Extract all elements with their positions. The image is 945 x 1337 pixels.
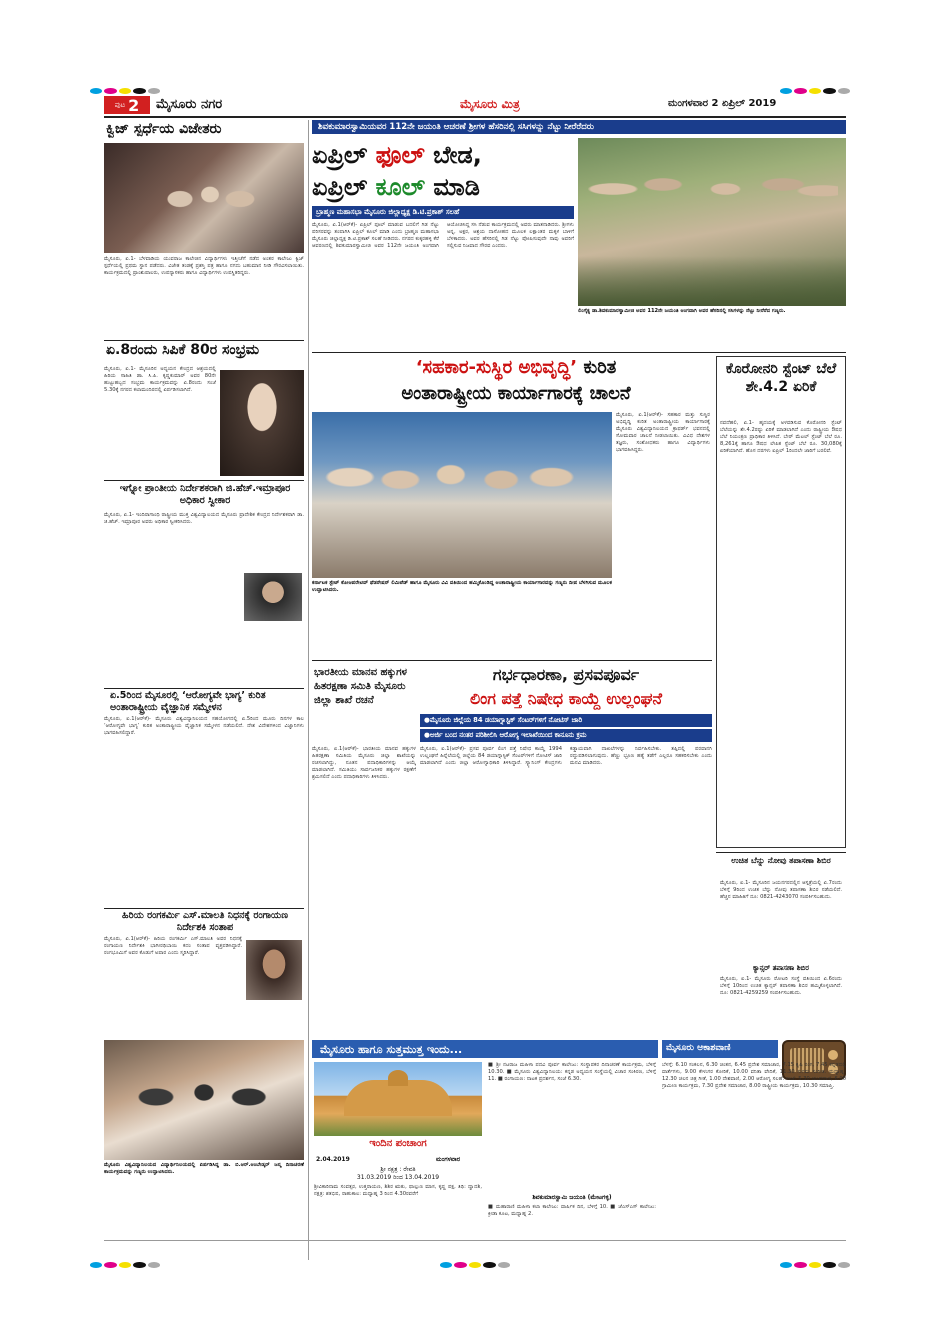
radio-title: ಮೈಸೂರು ಆಕಾಶವಾಣಿ (662, 1040, 778, 1058)
mysore-palace-image (314, 1062, 482, 1136)
registration-marks-top-right (780, 88, 850, 94)
story5-headline: ಹಿರಿಯ ರಂಗಕರ್ಮಿ ಎಸ್.ಮಾಲತಿ ನಿಧನಕ್ಕೆ ರಂಗಾಯಣ ನಿರ್ದೇಶಕಿ ಸಂತಾಪ (122, 910, 288, 933)
second-body-cont (312, 612, 710, 656)
cpk-portrait (220, 370, 304, 476)
lead-body: ಮೈಸೂರು, ಏ.1(ಆರ್‌ಕೆ)- ಏಪ್ರಿಲ್ ಫೂಲ್ ಮಾಡುವ ಬದಲಿಗೆ ಗಿಡ ನೆಟ್ಟು ಪರಿಸರವನ್ನು ತಂಪಾಗಿಸಿ ಏಪ್ರಿಲ್ ಕೂಲ್ ಮಾಡಿ ಎಂದು ಬ್ರಾಹ್ಮಣ ಮಹಾಸಭಾ ಮೈಸೂರು ಜಿಲ್ಲಾಧ್ಯಕ್ಷ ಡಿ.ಟಿ.ಪ್ರಕಾಶ್ ಸಲಹೆ ನೀಡಿದರು. ನಗರದ ಕುಕ್ಕರಹಳ್ಳಿ ಕೆರೆ ಆವರಣದಲ್ಲಿ ಶಿವಕುಮಾರಸ್ವಾಮೀಜಿ ಅವರ 112ನೇ ಜಯಂತಿ ಅಂಗವಾಗಿ ಆಯೋಜಿಸಿದ್ದ ಸಸಿ ನೆಡುವ ಕಾರ್ಯಕ್ರಮದಲ್ಲಿ ಅವರು ಮಾತನಾಡಿದರು. ಶ್ರೀಗಳು ಅನ್ನ, ಅಕ್ಷರ, ಆಶ್ರಯ ದಾಸೋಹದ ಮೂಲಕ ಲಕ್ಷಾಂತರ ಮಕ್ಕಳ ಬಾಳಿಗೆ ಬೆಳಕಾದರು. ಅವರ ಹೆಸರಿನಲ್ಲಿ ಗಿಡ ನೆಟ್ಟು ಪೋಷಿಸುವುದೇ ನಾವು ಅವರಿಗೆ ಸಲ್ಲಿಸುವ ನಿಜವಾದ ಗೌರವ ಎಂದರು. (312, 222, 574, 249)
lead-subhead: ಬ್ರಾಹ್ಮಣ ಮಹಾಸಭಾ ಮೈಸೂರು ಜಿಲ್ಲಾಧ್ಯಕ್ಷ ಡಿ.ಟಿ.ಪ್ರಕಾಶ್ ಸಲಹೆ (312, 206, 574, 219)
bottom-rule (104, 1240, 846, 1241)
registration-marks-bottom-right (780, 1262, 850, 1268)
lead-h2-c: ಮಾಡಿ (433, 173, 480, 201)
story4-body: ಮೈಸೂರು, ಏ.1(ಆರ್‌ಕೆ)- ಮೈಸೂರು ವಿಶ್ವವಿದ್ಯಾನಿಲಯದ ಸಹಯೋಗದಲ್ಲಿ ಏ.5ರಿಂದ ಮೂರು ದಿನಗಳ ಕಾಲ ‘ಆರೋಗ್ಯವೇ ಭಾಗ್ಯ’ ಕುರಿತ ಅಂತಾರಾಷ್ಟ್ರೀಯ ವೈಜ್ಞಾನಿಕ ಸಮ್ಮೇಳನ ನಡೆಯಲಿದೆ. ದೇಶ ವಿದೇಶಗಳಿಂದ ವಿಜ್ಞಾನಿಗಳು ಭಾಗವಹಿಸಲಿದ್ದಾರೆ. (104, 716, 304, 736)
workshop-inauguration-photo (312, 412, 612, 578)
story4-headline: ಏ.5ರಿಂದ ಮೈಸೂರಲ್ಲಿ ‘ಆರೋಗ್ಯವೇ ಭಾಗ್ಯ’ ಕುರಿತ ಅಂತಾರಾಷ್ಟ್ರೀಯ ವೈಜ್ಞಾನಿಕ ಸಮ್ಮೇಳನ (110, 690, 266, 713)
backpain-body: ಮೈಸೂರು, ಏ.1- ಮೈಸೂರಿನ ಜಯನಗರದಲ್ಲಿನ ಆಸ್ಪತ್ರೆಯಲ್ಲಿ ಏ.7ರಂದು ಬೆಳಿಗ್ಗೆ 9ರಿಂದ ಉಚಿತ ಬೆನ್ನು ನೋವು ತಪಾಸಣಾ ಶಿಬಿರ ನಡೆಯಲಿದೆ. ಹೆಚ್ಚಿನ ಮಾಹಿತಿಗೆ ದೂ: 0821-4243070 ಸಂಪರ್ಕಿಸಬಹುದು. (720, 880, 842, 900)
section-title: ಮೈಸೂರು ನಗರ (156, 97, 223, 112)
col1-divider (308, 120, 309, 1260)
sapling-planting-photo (578, 138, 846, 306)
radio-body: ಬೆಳಗ್ಗೆ: 6.10 ಸಂಕಲನ, 6.30 ಚಿಂತನ, 6.45 ಪ್ರದೇಶ ಸಮಾಚಾರ, 7.15 ಕೃಷಿ ರಂಗ, 7.45 ಕನ್ನಡದಲ್ಲಿ ವಾರ್ತೆಗಳು, 9.00 ಕೇಳುಗರ ಕೋರಿಕೆ, 10.00 ವನಿತಾ ವೇದಿಕೆ, 11.30 ಸುಗಮ ಸಂಗೀತ. ಮಧ್ಯಾಹ್ನ: 12.30 ಚಲನ ಚಿತ್ರ ಗೀತೆ, 1.00 ದೇಶವಾಣಿ, 2.00 ಆರೋಗ್ಯ ಸಲಹೆ. ಸಂಜೆ: 5.30 ಯುವವಾಣಿ, 6.00 ಗ್ರಾಮೀಣ ಕಾರ್ಯಕ್ರಮ, 7.30 ಪ್ರದೇಶ ಸಮಾಚಾರ, 8.00 ರಾಷ್ಟ್ರೀಯ ಕಾರ್ಯಕ್ರಮ, 10.30 ಸಮಾಪ್ತಿ. (662, 1062, 846, 1089)
events-head: ಶಿವಕುಮಾರಸ್ವಾಮಿ ಜಯಂತಿ (ಮೇಟಗಳ್ಳಿ) (532, 1194, 612, 1201)
second-h1-a: ‘ಸಹಕಾರ-ಸುಸ್ಥಿರ ಅಭಿವೃದ್ಧಿ’ (415, 357, 578, 378)
right-rule1 (716, 852, 846, 853)
lead-h2-a: ಏಪ್ರಿಲ್ (312, 173, 368, 201)
col1-rule2 (104, 480, 304, 481)
masthead-rule (104, 116, 846, 118)
story1-body: ಮೈಸೂರು, ಏ.1- ಬೆಳವಾಡಿಯ ಯುವರಾಜ ಕಾಲೇಜಿನ ವಿದ್ಯಾರ್ಥಿಗಳು ಇತ್ತೀಚೆಗೆ ನಡೆದ ಅಂತರ ಕಾಲೇಜು ಕ್ವಿಜ್ ಸ್ಪರ್ಧೆಯಲ್ಲಿ ಪ್ರಥಮ ಸ್ಥಾನ ಪಡೆದರು. ವಿಜೇತ ತಂಡಕ್ಕೆ ಪ್ರಶಸ್ತಿ ಪತ್ರ ಹಾಗೂ ನಗದು ಬಹುಮಾನ ನೀಡಿ ಗೌರವಿಸಲಾಯಿತು. ಕಾರ್ಯಕ್ರಮದಲ್ಲಿ ಪ್ರಾಂಶುಪಾಲರು, ಉಪನ್ಯಾಸಕರು ಹಾಗೂ ವಿದ್ಯಾರ್ಥಿಗಳು ಉಪಸ್ಥಿತರಿದ್ದರು. (104, 256, 304, 276)
ambedkar-event-photo (104, 1040, 304, 1160)
second-body: ಮೈಸೂರು, ಏ.1(ಆರ್‌ಕೆ)- ಸಹಕಾರ ಮತ್ತು ಸುಸ್ಥಿರ ಅಭಿವೃದ್ಧಿ ಕುರಿತ ಅಂತಾರಾಷ್ಟ್ರೀಯ ಕಾರ್ಯಾಗಾರಕ್ಕೆ ಮೈಸೂರು ವಿಶ್ವವಿದ್ಯಾನಿಲಯದ ಕ್ರಾಫರ್ಡ್ ಭವನದಲ್ಲಿ ಸೋಮವಾರ ಚಾಲನೆ ನೀಡಲಾಯಿತು. ವಿವಿಧ ದೇಶಗಳ ತಜ್ಞರು, ಸಂಶೋಧಕರು ಹಾಗೂ ವಿದ್ಯಾರ್ಥಿಗಳು ಭಾಗವಹಿಸಿದ್ದರು. (616, 412, 710, 453)
second-headline-line2: ಅಂತಾರಾಷ್ಟ್ರೀಯ ಕಾರ್ಯಾಗಾರಕ್ಕೆ ಚಾಲನೆ (401, 383, 631, 404)
imrapoor-portrait (244, 573, 302, 621)
lead-h1-b: ಫೂಲ್ (375, 141, 425, 169)
lead-body-cont (578, 334, 846, 352)
third-body: ಮೈಸೂರು, ಏ.1(ಆರ್‌ಕೆ)- ಪ್ರಸವ ಪೂರ್ವ ಲಿಂಗ ಪತ್ತೆ ನಿಷೇಧ ಕಾಯ್ದೆ 1994 ಉಲ್ಲಂಘನೆ ಹಿನ್ನೆಲೆಯಲ್ಲಿ ಜಿಲ್ಲೆಯ 84 ಡಯಾಗ್ನಾಸ್ಟಿಕ್ ಸೆಂಟರ್‌ಗಳಿಗೆ ನೋಟಿಸ್ ಜಾರಿ ಮಾಡಲಾಗಿದೆ ಎಂದು ಜಿಲ್ಲಾ ಆರೋಗ್ಯಾಧಿಕಾರಿ ತಿಳಿಸಿದ್ದಾರೆ. ಸ್ಕ್ಯಾನಿಂಗ್ ಕೇಂದ್ರಗಳು ಕಡ್ಡಾಯವಾಗಿ ದಾಖಲೆಗಳನ್ನು ನಿರ್ವಹಿಸಬೇಕು. ತಪ್ಪಿದಲ್ಲಿ ಪರವಾನಗಿ ರದ್ದುಪಡಿಸಲಾಗುವುದು. ಹೆಣ್ಣು ಭ್ರೂಣ ಹತ್ಯೆ ತಡೆಗೆ ಎಲ್ಲರೂ ಸಹಕರಿಸಬೇಕು ಎಂದು ಮನವಿ ಮಾಡಿದರು. (420, 746, 712, 766)
events-body: ■ ಶ್ರೀ ನಟರಾಜ ಮಹಿಳಾ ಪದವಿ ಪೂರ್ವ ಕಾಲೇಜು: ಸಂಸ್ಥಾಪಕರ ದಿನಾಚರಣೆ ಕಾರ್ಯಕ್ರಮ, ಬೆಳಿಗ್ಗೆ 10.30. ■ ಮೈಸೂರು ವಿಶ್ವವಿದ್ಯಾನಿಲಯ: ಕನ್ನಡ ಅಧ್ಯಯನ ಸಂಸ್ಥೆಯಲ್ಲಿ ವಿಚಾರ ಸಂಕಿರಣ, ಬೆಳಿಗ್ಗೆ 11. ■ ರಂಗಾಯಣ: ನಾಟಕ ಪ್ರದರ್ಶನ, ಸಂಜೆ 6.30. (488, 1062, 656, 1082)
panchanga-body: ಶ್ರೀವಿಕಾರಿನಾಮ ಸಂವತ್ಸರ, ಉತ್ತರಾಯಣ, ಶಿಶಿರ ಋತು, ಫಾಲ್ಗುಣ ಮಾಸ, ಕೃಷ್ಣ ಪಕ್ಷ, ತಿಥಿ: ದ್ವಾದಶಿ, ನಕ್ಷತ್ರ: ಶತಭಿಷ, ರಾಹುಕಾಲ: ಮಧ್ಯಾಹ್ನ 3 ರಿಂದ 4.30ರವರೆಗೆ (314, 1184, 482, 1197)
panchanga-date: 2.04.2019 (316, 1156, 350, 1163)
lead-caption: ಲಿಂಗೈಕ್ಯ ಡಾ.ಶಿವಕುಮಾರಸ್ವಾಮೀಜಿ ಅವರ 112ನೇ ಜಯಂತಿ ಅಂಗವಾಗಿ ಅವರ ಹೆಸರಿನಲ್ಲಿ ಸಸಿಗಳನ್ನು ನೆಟ್ಟು ನೀರೆರೆದ ಗಣ್ಯರು. (578, 308, 786, 314)
page-label: ಪುಟ (114, 100, 126, 109)
col1-rule1 (104, 340, 304, 341)
registration-marks-bottom-center (440, 1262, 510, 1268)
registration-marks-bottom-left (90, 1262, 160, 1268)
panchanga-range: 31.03.2019 ರಿಂದ 13.04.2019 (356, 1174, 440, 1181)
lead-h2-b: ಕೂಲ್ (375, 173, 426, 201)
humanrights-headline: ಭಾರತೀಯ ಮಾನವ ಹಕ್ಕುಗಳ ಹಿತರಕ್ಷಣಾ ಸಮಿತಿ ಮೈಸೂರು ಜಿಲ್ಲಾ ಶಾಖೆ ರಚನೆ (314, 667, 407, 706)
humanrights-body: ಮೈಸೂರು, ಏ.1(ಆರ್‌ಕೆ)- ಭಾರತೀಯ ಮಾನವ ಹಕ್ಕುಗಳ ಹಿತರಕ್ಷಣಾ ಸಮಿತಿಯ ಮೈಸೂರು ಜಿಲ್ಲಾ ಶಾಖೆಯನ್ನು ರಚಿಸಲಾಗಿದ್ದು, ನೂತನ ಪದಾಧಿಕಾರಿಗಳನ್ನು ಆಯ್ಕೆ ಮಾಡಲಾಗಿದೆ. ಸಮಿತಿಯು ಸಾರ್ವಜನಿಕರ ಹಕ್ಕುಗಳ ರಕ್ಷಣೆಗೆ ಶ್ರಮಿಸಲಿದೆ ಎಂದು ಪದಾಧಿಕಾರಿಗಳು ತಿಳಿಸಿದರು. (312, 746, 416, 780)
paper-name: ಮೈಸೂರು ಮಿತ್ರ (460, 97, 520, 111)
cancer-headline: ಕ್ಯಾನ್ಸರ್ ತಪಾಸಣಾ ಶಿಬಿರ (753, 964, 809, 972)
masthead-date: ಮಂಗಳವಾರ 2 ಏಪ್ರಿಲ್ 2019 (668, 98, 777, 109)
lead-h1-a: ಏಪ್ರಿಲ್ (312, 141, 368, 169)
story3-headline: ಇಗ್ನೋ ಪ್ರಾಂತೀಯ ನಿರ್ದೇಶಕರಾಗಿ ಜಿ.ಹೆಚ್.ಇಮ್ರಾಪೂರ ಅಧಿಕಾರ ಸ್ವೀಕಾರ (119, 483, 291, 506)
malathi-portrait (246, 940, 302, 1000)
cancer-body: ಮೈಸೂರು, ಏ.1- ಮೈಸೂರು ರೋಟರಿ ಸಂಸ್ಥೆ ವತಿಯಿಂದ ಏ.6ರಂದು ಬೆಳಿಗ್ಗೆ 10ರಿಂದ ಉಚಿತ ಕ್ಯಾನ್ಸರ್ ತಪಾಸಣಾ ಶಿಬಿರ ಹಮ್ಮಿಕೊಳ್ಳಲಾಗಿದೆ. ದೂ: 0821-4259259 ಸಂಪರ್ಕಿಸಬಹುದು. (720, 976, 842, 996)
quiz-winners-photo (104, 143, 304, 253)
panchanga-title: ಇಂದಿನ ಪಂಚಾಂಗ (369, 1138, 427, 1149)
col1-rule4 (104, 908, 304, 909)
story2-body: ಮೈಸೂರು, ಏ.1- ಮೈಸೂರಿನ ಅಧ್ಯಯನ ಕೇಂದ್ರದ ಆಶ್ರಯದಲ್ಲಿ ಹಿರಿಯ ಸಾಹಿತಿ ಡಾ. ಸಿ.ಪಿ. ಕೃಷ್ಣಕುಮಾರ್ ಅವರ 80ನೇ ಹುಟ್ಟುಹಬ್ಬದ ಸಂಭ್ರಮ ಕಾರ್ಯಕ್ರಮವನ್ನು ಏ.8ರಂದು ಸಂಜೆ 5.30ಕ್ಕೆ ನಗರದ ಕಲಾಮಂದಿರದಲ್ಲಿ ಏರ್ಪಡಿಸಲಾಗಿದೆ. (104, 366, 216, 393)
registration-marks-top-left (90, 88, 160, 94)
backpain-headline: ಉಚಿತ ಬೆನ್ನು ನೋವು ತಪಾಸಣಾ ಶಿಬಿರ (731, 856, 831, 865)
lead-bottom-rule (312, 352, 846, 353)
lead-headline-line2 (312, 172, 572, 202)
panchanga-day: ಮಂಗಳವಾರ (436, 1156, 461, 1163)
story5-body: ಮೈಸೂರು, ಏ.1(ಆರ್‌ಕೆ)- ಹಿರಿಯ ರಂಗಕರ್ಮಿ ಎಸ್.ಮಾಲತಿ ಅವರ ನಿಧನಕ್ಕೆ ರಂಗಾಯಣ ನಿರ್ದೇಶಕಿ ಭಾಗೀರಥಿಬಾಯಿ ಕದಂ ಸಂತಾಪ ವ್ಯಕ್ತಪಡಿಸಿದ್ದಾರೆ. ರಂಗಭೂಮಿಗೆ ಅವರ ಕೊಡುಗೆ ಅಪಾರ ಎಂದು ಸ್ಮರಿಸಿದ್ದಾರೆ. (104, 936, 242, 956)
story2-headline: ಏ.8ರಂದು ಸಿಪಿಕೆ 80ರ ಸಂಭ್ರಮ (106, 342, 260, 358)
panchanga-nakshatra: ಶ್ರೀ ನಕ್ಷತ್ರ : ರೇವತಿ (380, 1166, 416, 1173)
story3-body: ಮೈಸೂರು, ಏ.1- ಇಂದಿರಾಗಾಂಧಿ ರಾಷ್ಟ್ರೀಯ ಮುಕ್ತ ವಿಶ್ವವಿದ್ಯಾಲಯದ ಮೈಸೂರು ಪ್ರಾದೇಶಿಕ ಕೇಂದ್ರದ ನಿರ್ದೇಶಕರಾಗಿ ಡಾ. ಜಿ.ಹೆಚ್. ಇಮ್ರಾಪೂರ ಅವರು ಅಧಿಕಾರ ಸ್ವೀಕರಿಸಿದರು. (104, 512, 304, 525)
story1-headline: ಕ್ವಿಜ್ ಸ್ಪರ್ಧೆಯ ವಿಜೇತರು (106, 121, 222, 137)
second-caption: ಕರ್ನಾಟಕ ಸ್ಟೇಟ್ ಕೋಆಪರೇಟಿವ್ ಫೆಡರೇಷನ್ ಲಿಮಿಟೆಡ್ ಹಾಗೂ ಮೈಸೂರು ವಿವಿ ವತಿಯಿಂದ ಹಮ್ಮಿಕೊಂಡಿದ್ದ ಅಂತಾರಾಷ್ಟ್ರೀಯ ಕಾರ್ಯಾಗಾರವನ್ನು ಗಣ್ಯರು ದೀಪ ಬೆಳಗಿಸುವ ಮೂಲಕ ಉದ್ಘಾಟಿಸಿದರು. (312, 580, 612, 593)
third-bullet2: ●ಅರ್ಜಿ ಬಂದ ನಂತರ ಪರಿಶೀಲಿಸಿ ಆರೋಗ್ಯ ಇಲಾಖೆಯಿಂದ ಕಾನೂನು ಕ್ರಮ (420, 729, 712, 742)
stent-headline: ಕೊರೋನರಿ ಸ್ಟೆಂಟ್ ಬೆಲೆ ಶೇ.4.2 ಏರಿಕೆ (725, 361, 837, 395)
third-headline-line2: ಲಿಂಗ ಪತ್ತೆ ನಿಷೇಧ ಕಾಯ್ದೆ ಉಲ್ಲಂಘನೆ (469, 689, 663, 708)
stent-body: ನವದೆಹಲಿ, ಏ.1- ಹೃದಯಕ್ಕೆ ಅಳವಡಿಸುವ ಕೊರೋನರಿ ಸ್ಟೆಂಟ್ ಬೆಲೆಯನ್ನು ಶೇ.4.2ರಷ್ಟು ಏರಿಕೆ ಮಾಡಲಾಗಿದೆ ಎಂದು ರಾಷ್ಟ್ರೀಯ ಔಷಧ ಬೆಲೆ ನಿಯಂತ್ರಣ ಪ್ರಾಧಿಕಾರ ತಿಳಿಸಿದೆ. ಬೇರ್ ಮೆಟಲ್ ಸ್ಟೆಂಟ್ ಬೆಲೆ ರೂ. 8,261ಕ್ಕೆ ಹಾಗೂ ಔಷಧ ಲೇಪಿತ ಸ್ಟೆಂಟ್ ಬೆಲೆ ರೂ. 30,080ಕ್ಕೆ ಏರಿಕೆಯಾಗಿದೆ. ಹೊಸ ದರಗಳು ಏಪ್ರಿಲ್ 1ರಿಂದಲೇ ಜಾರಿಗೆ ಬರಲಿವೆ. (720, 420, 842, 454)
bottom-banner: ಮೈಸೂರು ಹಾಗೂ ಸುತ್ತಮುತ್ತ ಇಂದು... (312, 1040, 658, 1058)
page-number: 2 (128, 95, 140, 115)
third-headline-line1: ಗರ್ಭಧಾರಣಾ, ಪ್ರಸವಪೂರ್ವ (492, 665, 640, 684)
lead-h1-c: ಬೇಡ, (433, 141, 482, 169)
mid-rule (312, 660, 712, 661)
events-body2: ■ ಮಹಾರಾಣಿ ಮಹಿಳಾ ಕಲಾ ಕಾಲೇಜು: ವಾರ್ಷಿಕ ದಿನ, ಬೆಳಿಗ್ಗೆ 10. ■ ಜೆಎಸ್‌ಎಸ್ ಕಾಲೇಜು: ಕ್ರೀಡಾ ಕೂಟ, ಮಧ್ಯಾಹ್ನ 2. (488, 1204, 656, 1217)
second-h1-b: ಕುರಿತ (583, 357, 617, 378)
second-headline-line1 (316, 356, 716, 380)
lead-headline-line1 (312, 140, 572, 170)
col1-rule3 (104, 688, 304, 689)
ambedkar-caption: ಮೈಸೂರು ವಿಶ್ವವಿದ್ಯಾನಿಲಯದ ವಿದ್ಯಾರ್ಥಿನಿಲಯದಲ್ಲಿ ಏರ್ಪಡಿಸಿದ್ದ ಡಾ. ಬಿ.ಆರ್.ಅಂಬೇಡ್ಕರ್ ಜನ್ಮ ದಿನಾಚರಣೆ ಕಾರ್ಯಕ್ರಮವನ್ನು ಗಣ್ಯರು ಉದ್ಘಾಟಿಸಿದರು. (104, 1162, 304, 1175)
third-bullet1: ●ಮೈಸೂರು ಜಿಲ್ಲೆಯ 84 ಡಯಾಗ್ನಾಸ್ಟಿಕ್ ಸೆಂಟರ್‌ಗಳಿಗೆ ನೋಟಿಸ್ ಜಾರಿ (420, 714, 712, 727)
top-strip: ಶಿವಕುಮಾರಸ್ವಾಮಿಯವರ 112ನೇ ಜಯಂತಿ ಆಚರಣೆ ಶ್ರೀಗಳ ಹೆಸರಿನಲ್ಲಿ ಸಸಿಗಳನ್ನು ನೆಟ್ಟು ನೀರೆರೆದರು (312, 120, 846, 134)
page-number-box (104, 96, 150, 114)
